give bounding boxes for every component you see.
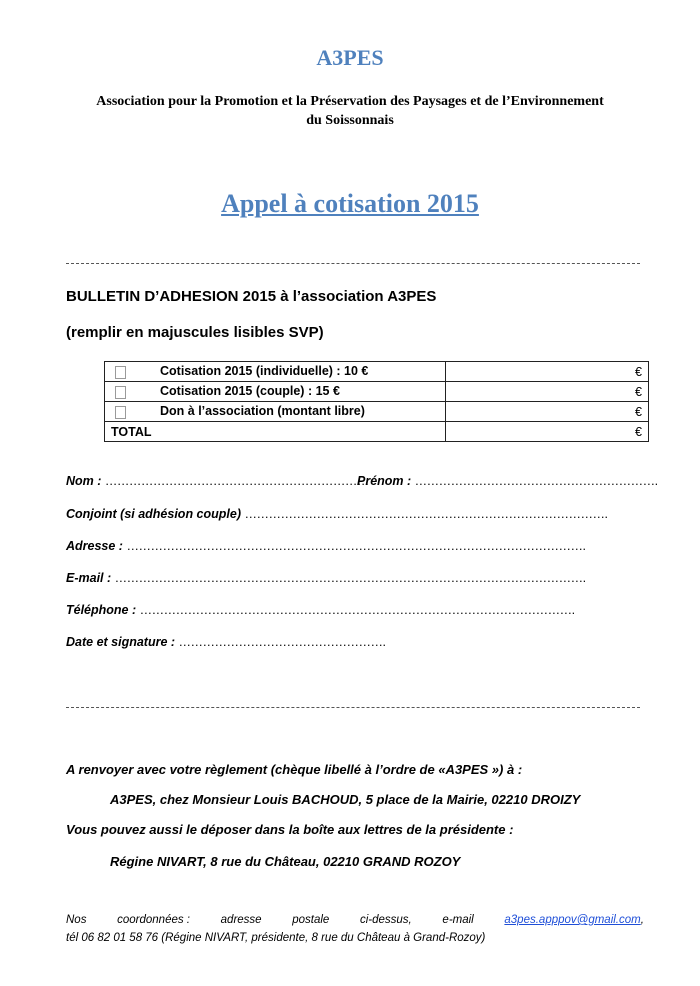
row-label: Don à l’association (montant libre) <box>160 404 365 419</box>
adresse-label: Adresse : <box>66 539 123 553</box>
footer-word: e-mail <box>442 914 474 926</box>
total-amount[interactable]: € <box>446 422 649 442</box>
conjoint-dots: ………………………………………………………………………………. <box>244 507 608 521</box>
conjoint-label: Conjoint (si adhésion couple) <box>66 507 241 521</box>
address-bachoud: A3PES, chez Monsieur Louis BACHOUD, 5 place de la Mairie, 02210 DROIZY <box>110 792 581 807</box>
table-row <box>105 402 649 422</box>
row-amount[interactable]: € <box>446 362 649 382</box>
footer-line-1 <box>66 914 644 926</box>
address-nivart: Régine NIVART, 8 rue du Château, 02210 GRAND ROZOY <box>110 854 461 869</box>
telephone-label: Téléphone : <box>66 603 137 617</box>
checkbox[interactable] <box>115 406 126 419</box>
nom-field[interactable] <box>66 474 369 488</box>
renvoi-text: A renvoyer avec votre règlement (chèque libellé à l’ordre de «A3PES ») à : <box>66 762 523 777</box>
org-subtitle: Association pour la Promotion et la Préservation des Paysages et de l’Environnement du Soissonnais <box>96 94 604 128</box>
date-dots: ……………………………………………. <box>178 635 386 649</box>
appeal-title: Appel à cotisation 2015 <box>221 189 479 218</box>
table-row-total <box>105 422 649 442</box>
footer-word: ci-dessus, <box>359 914 412 926</box>
row-amount[interactable]: € <box>446 382 649 402</box>
nom-label: Nom : <box>66 474 102 488</box>
bulletin-note: (remplir en majuscules lisibles SVP) <box>66 324 324 341</box>
email-label: E-mail : <box>66 571 112 585</box>
adresse-dots: ……………………………………………………………………………………………………. <box>126 539 586 553</box>
footer-word: adresse <box>220 914 262 926</box>
nom-dots: ………………………………………………………… <box>104 474 369 488</box>
top-separator <box>66 263 640 264</box>
row-label: Cotisation 2015 (individuelle) : 10 € <box>160 364 369 379</box>
footer-word: postale <box>292 914 330 926</box>
row-label: Cotisation 2015 (couple) : 15 € <box>160 384 340 399</box>
footer-comma: , <box>640 914 644 926</box>
cotisation-table <box>104 361 649 442</box>
email-field[interactable] <box>66 571 586 585</box>
total-label: TOTAL <box>105 422 446 442</box>
deposer-text: Vous pouvez aussi le déposer dans la boîte aux lettres de la présidente : <box>66 822 514 837</box>
email-link[interactable]: a3pes.apppov@gmail.com <box>504 914 641 926</box>
checkbox[interactable] <box>115 366 126 379</box>
telephone-dots: ………………………………………………………………………………………………. <box>139 603 575 617</box>
telephone-field[interactable] <box>66 603 575 617</box>
email-dots: ………………………………………………………………………………………………………. <box>114 571 586 585</box>
footer-line-2: tél 06 82 01 58 76 (Régine NIVART, présidente, 8 rue du Château à Grand-Rozoy) <box>66 932 486 944</box>
prenom-dots: ……………………………………………………. <box>414 474 658 488</box>
bulletin-title: BULLETIN D’ADHESION 2015 à l’association A3PES <box>66 288 437 305</box>
row-amount[interactable]: € <box>446 402 649 422</box>
conjoint-field[interactable] <box>66 507 607 521</box>
table-row <box>105 382 649 402</box>
date-label: Date et signature : <box>66 635 176 649</box>
prenom-field[interactable] <box>357 474 658 488</box>
bottom-separator <box>66 707 640 708</box>
org-title: A3PES <box>316 45 384 70</box>
footer-word: Nos <box>66 914 87 926</box>
date-signature-field[interactable] <box>66 635 386 649</box>
prenom-label: Prénom : <box>357 474 412 488</box>
adresse-field[interactable] <box>66 539 585 553</box>
footer-word: coordonnées : <box>117 914 190 926</box>
checkbox[interactable] <box>115 386 126 399</box>
table-row <box>105 362 649 382</box>
